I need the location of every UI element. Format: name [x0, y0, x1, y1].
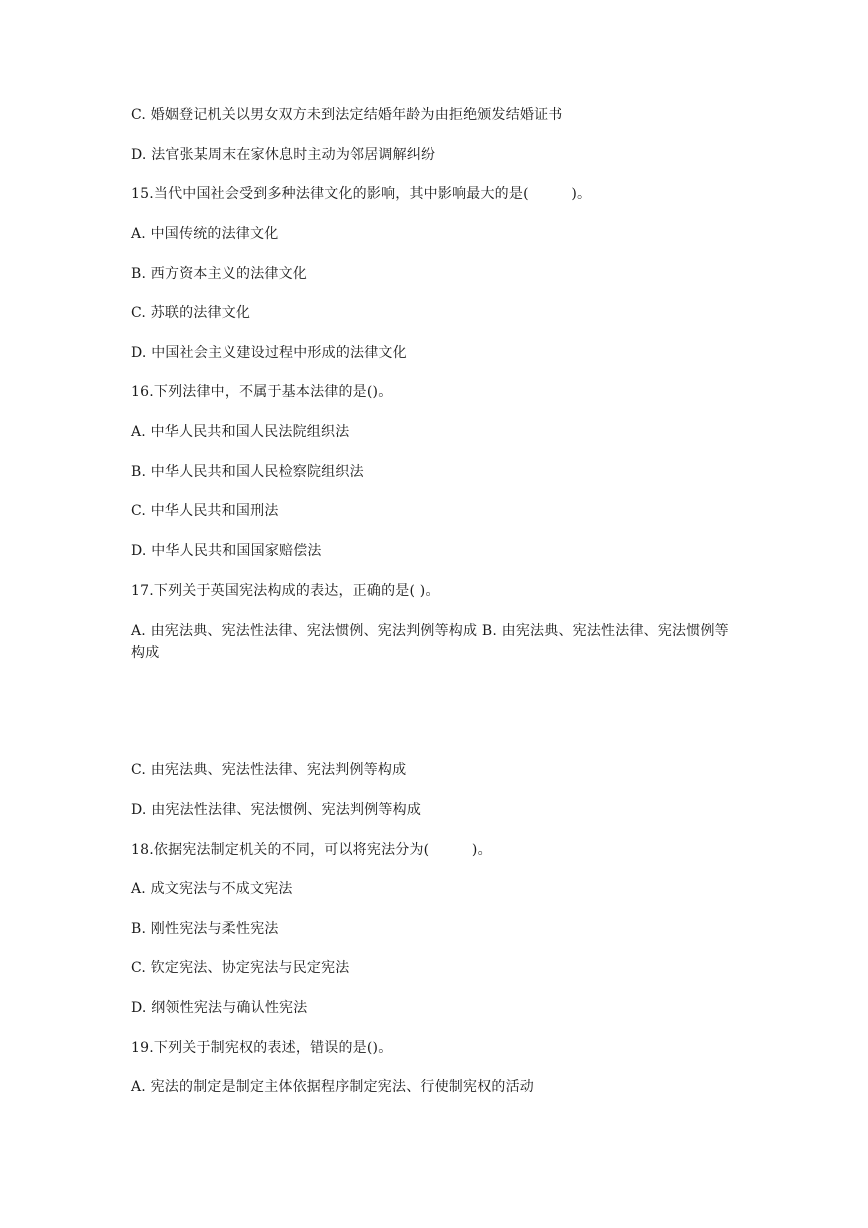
q16-question: 16.下列法律中，不属于基本法律的是()。 [131, 384, 393, 400]
q16-option-d: D. 中华人民共和国国家赔偿法 [131, 543, 322, 559]
q15-option-c: C. 苏联的法律文化 [131, 305, 251, 321]
q14-option-c: C. 婚姻登记机关以男女双方未到法定结婚年龄为由拒绝颁发结婚证书 [131, 107, 563, 123]
q18-question: 18.依据宪法制定机关的不同，可以将宪法分为( )。 [131, 842, 492, 858]
q18-option-d: D. 纲领性宪法与确认性宪法 [131, 1000, 308, 1016]
q15-option-b: B. 西方资本主义的法律文化 [131, 266, 307, 282]
q16-option-a: A. 中华人民共和国人民法院组织法 [131, 424, 350, 440]
q17-option-d: D. 由宪法性法律、宪法惯例、宪法判例等构成 [131, 802, 422, 818]
q16-option-c: C. 中华人民共和国刑法 [131, 503, 279, 519]
q18-option-a: A. 成文宪法与不成文宪法 [131, 881, 293, 897]
q15-option-d: D. 中国社会主义建设过程中形成的法律文化 [131, 345, 407, 361]
q16-option-b: B. 中华人民共和国人民检察院组织法 [131, 464, 364, 480]
q15-option-a: A. 中国传统的法律文化 [131, 226, 279, 242]
q17-option-ab: A. 由宪法典、宪法性法律、宪法惯例、宪法判例等构成 B. 由宪法典、宪法性法律、宪法惯例等构成 [131, 623, 729, 661]
q15-question: 15.当代中国社会受到多种法律文化的影响，其中影响最大的是( )。 [131, 186, 592, 202]
q19-option-a: A. 宪法的制定是制定主体依据程序制定宪法、行使制宪权的活动 [131, 1079, 535, 1095]
q17-question: 17.下列关于英国宪法构成的表达，正确的是( )。 [131, 583, 440, 599]
q14-option-d: D. 法官张某周末在家休息时主动为邻居调解纠纷 [131, 147, 436, 163]
q17-option-c: C. 由宪法典、宪法性法律、宪法判例等构成 [131, 762, 407, 778]
q18-option-b: B. 刚性宪法与柔性宪法 [131, 921, 279, 937]
q18-option-c: C. 钦定宪法、协定宪法与民定宪法 [131, 960, 350, 976]
q19-question: 19.下列关于制宪权的表述，错误的是()。 [131, 1040, 393, 1056]
